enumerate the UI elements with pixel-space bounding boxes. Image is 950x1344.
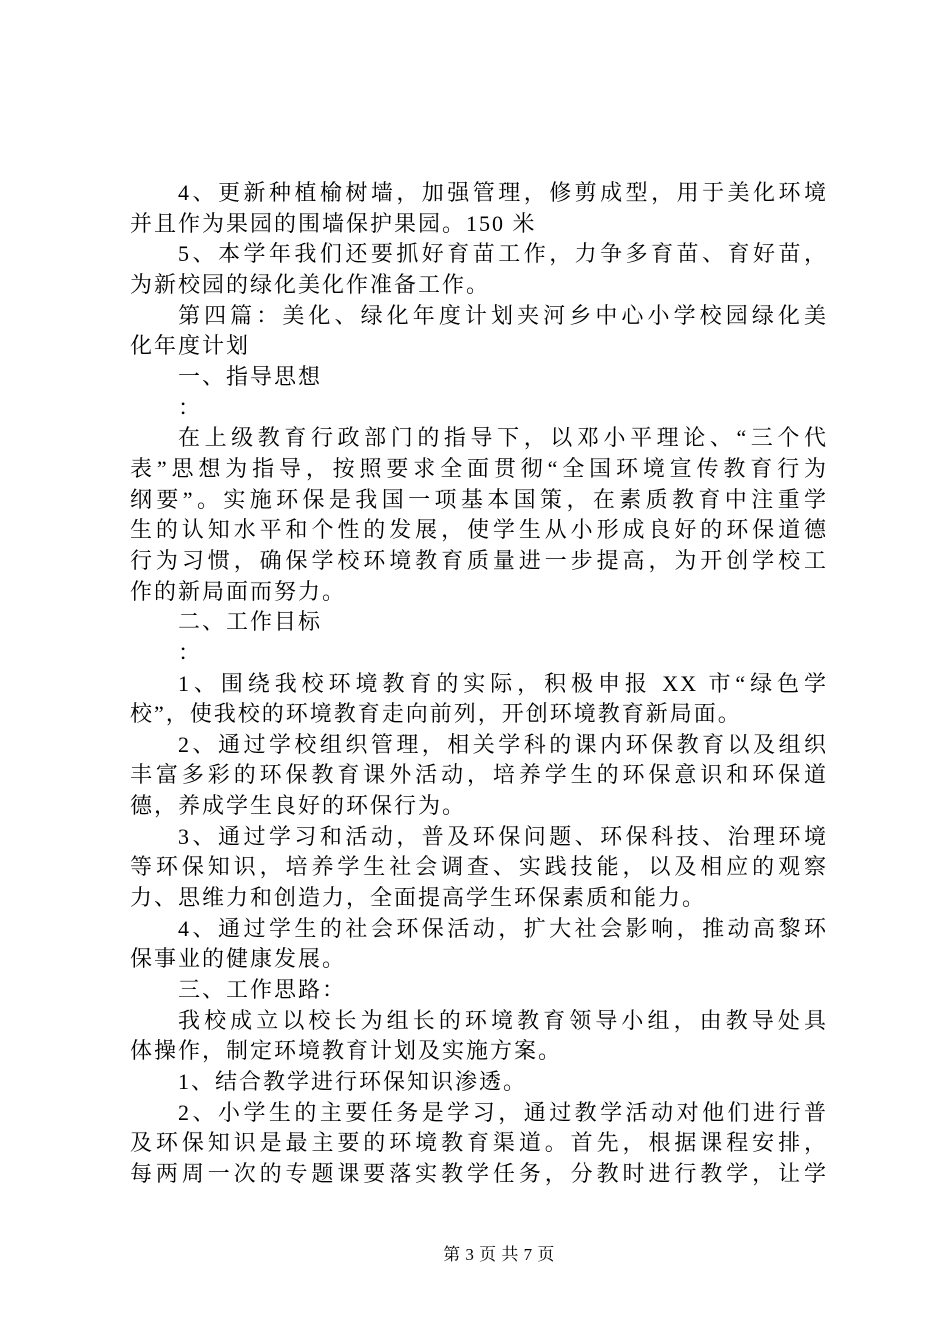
text-line: 化年度计划 [130,333,251,359]
text-line: 在上级教育行政部门的指导下，以邓小平理论、“三个代 [178,425,828,451]
colon-line [130,393,828,424]
text-line: 等环保知识，培养学生社会调查、实践技能，以及相应的观察 [130,854,828,880]
section-heading-guiding-ideology [130,362,828,393]
text-line: 每两周一次的专题课要落实教学任务，分教时进行教学，让学 [130,1161,828,1186]
text-line: 第四篇：美化、绿化年度计划夹河乡中心小学校园绿化美 [178,302,828,328]
text-line: ： [178,394,203,420]
colon-line [130,638,828,669]
text-line: 2、小学生的主要任务是学习，通过教学活动对他们进行普 [178,1099,828,1125]
text-line: 德，养成学生良好的环保行为。 [130,793,467,819]
paragraph-item-4 [130,178,828,239]
text-line: 2、通过学校组织管理，相关学科的课内环保教育以及组织 [178,731,828,757]
text-line: 1、围绕我校环境教育的实际，积极申报 XX 市“绿色学 [178,670,828,696]
text-line: 5、本学年我们还要抓好育苗工作，力争多育苗、育好苗， [178,241,828,267]
paragraph-approach-1 [130,1067,828,1098]
text-line: 保事业的健康发展。 [130,946,347,972]
paragraph-goal-4 [130,914,828,975]
section-heading-work-approach [130,975,828,1006]
section-heading-work-goals [130,607,828,638]
page-footer [0,1242,950,1268]
text-line: 1、结合教学进行环保知识渗透。 [178,1069,528,1095]
paragraph-guiding-ideology [130,423,828,607]
text-line: 及环保知识是最主要的环境教育渠道。首先，根据课程安排， [130,1130,828,1156]
text-line: 纲要”。实施环保是我国一项基本国策，在素质教育中注重学 [130,486,828,512]
paragraph-item-5 [130,239,828,300]
page-number-label: 第 3 页 共 7 页 [443,1245,555,1264]
text-line: ： [178,639,203,665]
text-line: 校”，使我校的环境教育走向前列，开创环境教育新局面。 [130,701,742,727]
text-line: 生的认知水平和个性的发展，使学生从小形成良好的环保道德 [130,517,828,543]
text-line: 4、更新种植榆树墙，加强管理，修剪成型，用于美化环境 [178,180,828,205]
text-line: 行为习惯，确保学校环境教育质量进一步提高，为开创学校工 [130,547,828,573]
section-heading: 三、工作思路： [178,977,347,1003]
text-line: 作的新局面而努力。 [130,578,347,604]
section-heading: 一、指导思想 [178,363,323,389]
text-line: 4、通过学生的社会环保活动，扩大社会影响，推动高黎环 [178,915,828,941]
paragraph-goal-2 [130,730,828,822]
text-line: 力、思维力和创造力，全面提高学生环保素质和能力。 [130,885,707,911]
body-text [130,178,828,1190]
text-line: 表”思想为指导，按照要求全面贯彻“全国环境宣传教育行为 [130,455,828,481]
section-heading: 二、工作目标 [178,609,323,635]
chapter-title [130,301,828,362]
paragraph-goal-1 [130,669,828,730]
paragraph-approach-2 [130,1098,828,1190]
text-line: 并且作为果园的围墙保护果园。150 米 [130,210,537,236]
text-line: 我校成立以校长为组长的环境教育领导小组，由教导处具 [178,1007,828,1033]
paragraph-leadership-group [130,1006,828,1067]
paragraph-goal-3 [130,822,828,914]
text-line: 3、通过学习和活动，普及环保问题、环保科技、治理环境 [178,823,828,849]
text-line: 丰富多彩的环保教育课外活动，培养学生的环保意识和环保道 [130,762,828,788]
text-line: 为新校园的绿化美化作准备工作。 [130,271,491,297]
text-line: 体操作，制定环境教育计划及实施方案。 [130,1038,563,1064]
